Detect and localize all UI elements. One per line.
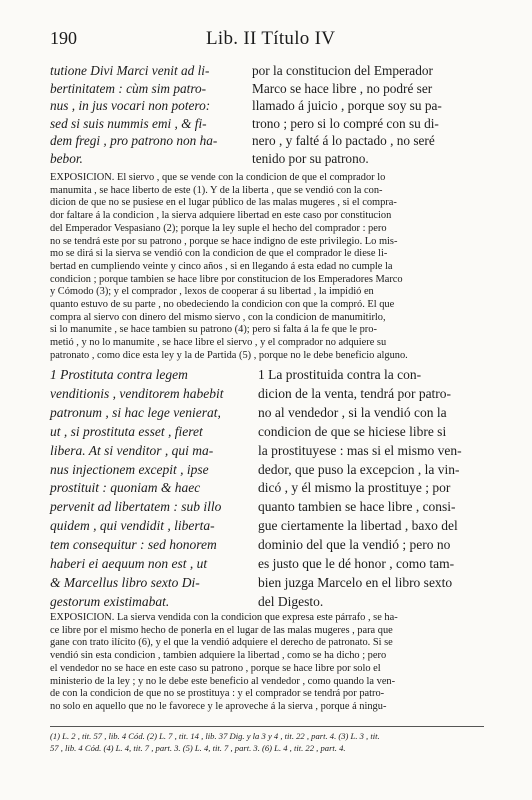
exposicion-line: el vendedor no se hace en este caso su patrono , porque se hace libre por solo el <box>50 662 381 674</box>
latin-line: dem fregi , pro patrono non ha- <box>50 133 218 149</box>
exposicion-paragraph-2 <box>50 612 490 714</box>
exposicion-line: compra al siervo con dinero del mismo siervo , con la condicion de manumitirlo, <box>50 311 386 323</box>
spanish-line: gue ciertamente la libertad , baxo del <box>258 518 458 534</box>
latin-line: quidem , qui vendidit , liberta- <box>50 518 215 534</box>
exposicion-line: bertad en cumpliendo veinte y cinco años , si en llegando á esta edad no cumple la <box>50 260 393 272</box>
exposicion-line: no solo en aquello que no le favorece y le aproveche á la sierva , porque á ningu- <box>50 700 387 712</box>
latin-line: sed si suis nummis emi , & fi- <box>50 115 207 131</box>
latin-line: tem consequitur : sed honorem <box>50 537 217 553</box>
spanish-line: por la constitucion del Emperador <box>252 63 433 78</box>
exposicion-line: dicion de que no se pusiese en el lugar público de las malas mugeres , si el compra- <box>50 197 397 209</box>
exposicion-line: ministerio de la ley ; y no le debe este beneficio al vendedor , como quando la ven- <box>50 675 396 687</box>
exposicion-line: dor faltare á la condicion , la sierva adquiere libertad en este caso por constitucion <box>50 210 392 222</box>
exposicion-line: EXPOSICION. El siervo , que se vende con la condicion de que el comprador lo <box>50 172 386 183</box>
spanish-line: tenido por su patrono. <box>252 150 369 166</box>
latin-line: haberi ei aequum non est , ut <box>50 556 208 572</box>
spanish-line: 1 La prostituida contra la con- <box>258 367 422 382</box>
latin-line: gestorum existimabat. <box>50 593 170 609</box>
spanish-line: es justo que le dé honor , como tam- <box>258 556 455 572</box>
exposicion-line: gane con trato ilícito (6), y el que la vendió adquiere el derecho de patronato. Si se <box>50 637 393 649</box>
spanish-line: llamado á juicio , porque soy su pa- <box>252 98 442 114</box>
latin-line: libera. At si venditor , qui ma- <box>50 442 214 458</box>
footnotes <box>50 731 490 754</box>
footnote-line: 57 , lib. 4 Cód. (4) L. 4, tit. 7 , part. 3. (5) L. 4, tit. 7 , part. 3. (6) L. 4 , tit. 22 , part. 4. <box>50 742 346 753</box>
spanish-line: dicó , y él mismo la prostituye ; por <box>258 480 451 496</box>
latin-line: tutione Divi Marci venit ad li- <box>50 63 210 78</box>
latin-line: prostituit : quoniam & haec <box>50 480 201 496</box>
running-title: Lib. II Título IV <box>206 28 336 49</box>
exposicion-line: patronato , como dice esta ley y la de Partida (5) , porque no le debe beneficio alguno. <box>50 349 408 361</box>
latin-line: bebor. <box>50 150 83 166</box>
spanish-line: nero , y falté á lo pactado , no seré <box>252 133 435 149</box>
exposicion-line: EXPOSICION. La sierva vendida con la condicion que expresa este párrafo , se ha- <box>50 612 398 623</box>
exposicion-paragraph-1 <box>50 172 490 363</box>
exposicion-line: del Emperador Vespasiano (2); porque la ley suple el hecho del comprador : pero <box>50 222 387 234</box>
latin-line: & Marcellus libro sexto Di- <box>50 574 200 590</box>
exposicion-line: vendió sin esta condicion , tambien adquiere la libertad , como se ha dicho ; pero <box>50 650 387 662</box>
spanish-line: condicion de que se hiciese libre si <box>258 423 447 439</box>
exposicion-line: ce libre por el mismo hecho de ponerla en el lugar de las malas mugeres , para que <box>50 624 393 636</box>
spanish-line: quanto tambien se hace libre , consi- <box>258 499 456 515</box>
latin-line: venditionis , venditorem habebit <box>50 385 224 401</box>
spanish-line: la prostituyese : mas si el mismo ven- <box>258 442 462 458</box>
spanish-line: dominio del que la vendió ; pero no <box>258 537 451 553</box>
page-number: 190 <box>50 28 77 48</box>
latin-line: ut , si prostituta esset , fieret <box>50 423 203 439</box>
page-header <box>50 28 492 52</box>
footnote-divider <box>50 726 484 727</box>
spanish-line: Marco se hace libre , no podré ser <box>252 80 433 96</box>
spanish-column-1 <box>252 62 486 168</box>
exposicion-line: quanto estuvo de su parte , no obedeciendo la condicion con que la compró. El que <box>50 299 395 311</box>
spanish-line: no al vendedor , si la vendió con la <box>258 404 447 420</box>
latin-column-2 <box>50 366 246 612</box>
exposicion-line: si lo manumite , se hace tambien su patrono (4); pero si falta á la fe que le pro- <box>50 324 377 336</box>
latin-column-1 <box>50 62 236 168</box>
latin-line: bertinitatem : cùm sim patro- <box>50 80 207 96</box>
exposicion-line: no se tendrá este por su patrono , porque se hace indigno de este privilegio. Lo mis- <box>50 235 398 247</box>
exposicion-line: condicion ; porque tambien se hace libre por constitucion de los Emperadores Marco <box>50 273 403 285</box>
latin-line: 1 Prostituta contra legem <box>50 367 188 382</box>
latin-line: pervenit ad libertatem : sub illo <box>50 499 222 515</box>
spanish-line: bien juzga Marcelo en el libro sexto <box>258 574 453 590</box>
spanish-line: trono ; pero si lo compré con su di- <box>252 115 439 131</box>
exposicion-line: mo se dirá si la sierva se vendió con la condicion de que el comprador le diese li- <box>50 248 388 260</box>
exposicion-line: metió , y no lo manumite , se hace libre el siervo , y el comprador no adquiere su <box>50 337 387 349</box>
latin-line: patronum , si hac lege venierat, <box>50 404 221 420</box>
exposicion-line: de con la condicion de que no se prostituya : y el comprador se tendrá por patro- <box>50 688 385 700</box>
spanish-line: del Digesto. <box>258 593 324 609</box>
latin-line: nus injectionem excepit , ipse <box>50 461 209 477</box>
spanish-line: dedor, que puso la excepcion , la vin- <box>258 461 460 477</box>
exposicion-line: manumita , se hace liberto de este (1). Y de la liberta , que se vendió con la con- <box>50 184 383 196</box>
spanish-column-2 <box>258 366 486 612</box>
footnote-line: (1) L. 2 , tit. 57 , lib. 4 Cód. (2) L. 7 , tit. 14 , lib. 37 Dig. y la 3 y 4 , tit. 22 , part. 4. (3) L. 3 , tit. <box>50 731 380 741</box>
spanish-line: dicion de la venta, tendrá por patro- <box>258 385 452 401</box>
latin-line: nus , in jus vocari non potero: <box>50 98 211 114</box>
exposicion-line: y Cómodo (3); y el comprador , lexos de cooperar á su libertad , la impidió en <box>50 286 374 298</box>
